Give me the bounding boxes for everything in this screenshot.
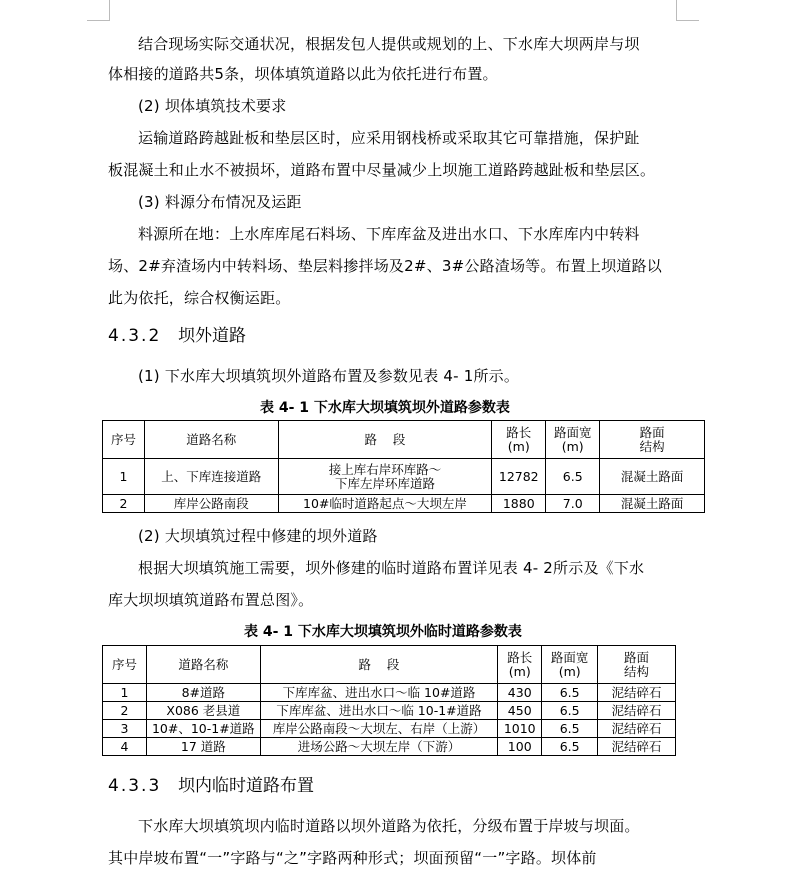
table-cell: 6.5 [542,720,598,738]
header-cell [492,421,546,459]
paragraph-line: 此为依托，综合权衡运距。 [108,289,291,307]
table-row [103,684,676,702]
subsection-title: (3) 料源分布情况及运距 [138,193,302,211]
header-line: 路面 [624,649,650,665]
header-line: 路面 [639,424,665,440]
table-cell: 6.5 [542,702,598,720]
table-cell: 下库库盆、进出水口～临 10#道路 [260,684,498,702]
table-cell: 10#临时道路起点～大坝左岸 [278,495,492,513]
table-cell: 上、下库连接道路 [144,459,278,495]
paragraph-line: 其中岸坡布置“一”字路与“之”字路两种形式；坝面预留“一”字路。坝体前 [108,849,597,867]
section-title: 坝外道路 [178,326,246,346]
table-cell: 混凝土路面 [600,459,705,495]
header-line: 路长 [506,424,532,440]
table-cell: 7.0 [546,495,600,513]
table-row [103,702,676,720]
header-line: (m) [507,438,530,454]
table-cell: 17 道路 [146,738,260,756]
header-line: 路长 [507,649,533,665]
header-line: 路面宽 [550,649,589,665]
table-header-row [103,646,676,684]
table-cell: 430 [498,684,542,702]
table-cell: X086 老县道 [146,702,260,720]
header-cell [546,421,600,459]
header-cell: 序号 [103,421,145,459]
section-number: 4.3.2 [108,326,162,346]
table-cell [278,459,492,495]
table-row [103,495,705,513]
table-cell: 泥结碎石 [598,720,676,738]
header-cell [542,646,598,684]
header-cell: 路 段 [260,646,498,684]
table-cell: 450 [498,702,542,720]
table-cell: 泥结碎石 [598,738,676,756]
section-title: 坝内临时道路布置 [178,776,314,796]
table-cell: 4 [103,738,147,756]
header-cell [598,646,676,684]
table-caption: 表 4- 1 下水库大坝填筑坝外道路参数表 [260,400,510,416]
table-cell: 100 [498,738,542,756]
header-cell [498,646,542,684]
table-cell: 8#道路 [146,684,260,702]
table-cell: 2 [103,495,145,513]
table-row [103,720,676,738]
header-cell: 路 段 [278,421,492,459]
table-cell: 10#、10-1#道路 [146,720,260,738]
section-heading [108,325,246,347]
table-cell: 泥结碎石 [598,702,676,720]
table-cell: 2 [103,702,147,720]
table-cell: 进场公路～大坝左岸（下游） [260,738,498,756]
table-cell: 泥结碎石 [598,684,676,702]
table-cell: 库岸公路南段～大坝左、右岸（上游） [260,720,498,738]
paragraph-line: 场、2#弃渣场内中转料场、垫层料掺拌场及2#、3#公路渣场等。布置上坝道路以 [108,257,662,275]
table-cell: 6.5 [546,459,600,495]
table-row [103,738,676,756]
paragraph-line: 结合现场实际交通状况，根据发包人提供或规划的上、下水库大坝两岸与坝 [138,35,640,53]
header-line: (m) [561,438,584,454]
cell-line: 接上库右岸环库路～ [328,461,442,477]
table-cell: 1 [103,459,145,495]
header-line: 结构 [639,438,665,454]
table-cell: 混凝土路面 [600,495,705,513]
subsection-title: (2) 坝体填筑技术要求 [138,97,287,115]
table-cell: 6.5 [542,738,598,756]
cell-line: 下库左岸环库道路 [334,475,435,491]
crop-mark-top-right [676,0,699,21]
table-caption: 表 4- 1 下水库大坝填筑坝外临时道路参数表 [244,624,522,640]
paragraph-line: 料源所在地：上水库库尾石料场、下库库盆及进出水口、下水库库内中转料 [138,225,640,243]
roads-parameter-table [102,420,705,513]
header-cell: 道路名称 [146,646,260,684]
header-cell: 序号 [103,646,147,684]
table-header-row [103,421,705,459]
header-line: (m) [508,663,531,679]
section-heading [108,775,314,797]
paragraph-line: 板混凝土和止水不被损坏，道路布置中尽量减少上坝施工道路跨越趾板和垫层区。 [108,161,656,179]
table-cell: 下库库盆、进出水口～临 10-1#道路 [260,702,498,720]
header-line: 结构 [624,663,650,679]
paragraph-line: 体相接的道路共5条，坝体填筑道路以此为依托进行布置。 [108,65,498,83]
list-item: (2) 大坝填筑过程中修建的坝外道路 [138,527,378,545]
table-cell: 库岸公路南段 [144,495,278,513]
paragraph-line: 根据大坝填筑施工需要，坝外修建的临时道路布置详见表 4- 2所示及《下水 [138,559,645,577]
table-cell: 12782 [492,459,546,495]
section-number: 4.3.3 [108,776,162,796]
header-cell: 道路名称 [144,421,278,459]
paragraph-line: 下水库大坝填筑坝内临时道路以坝外道路为依托，分级布置于岸坡与坝面。 [138,817,640,835]
table-cell: 1880 [492,495,546,513]
table-cell: 6.5 [542,684,598,702]
table-cell: 1 [103,684,147,702]
header-line: 路面宽 [553,424,592,440]
list-item: (1) 下水库大坝填筑坝外道路布置及参数见表 4- 1所示。 [138,367,520,385]
table-cell: 1010 [498,720,542,738]
table-cell: 3 [103,720,147,738]
paragraph-line: 运输道路跨越趾板和垫层区时，应采用钢栈桥或采取其它可靠措施，保护趾 [138,129,640,147]
temporary-roads-table [102,645,676,756]
header-line: (m) [558,663,581,679]
paragraph-line: 库大坝坝填筑道路布置总图》。 [108,591,314,609]
header-cell [600,421,705,459]
table-row [103,459,705,495]
crop-mark-top-left [87,0,110,21]
